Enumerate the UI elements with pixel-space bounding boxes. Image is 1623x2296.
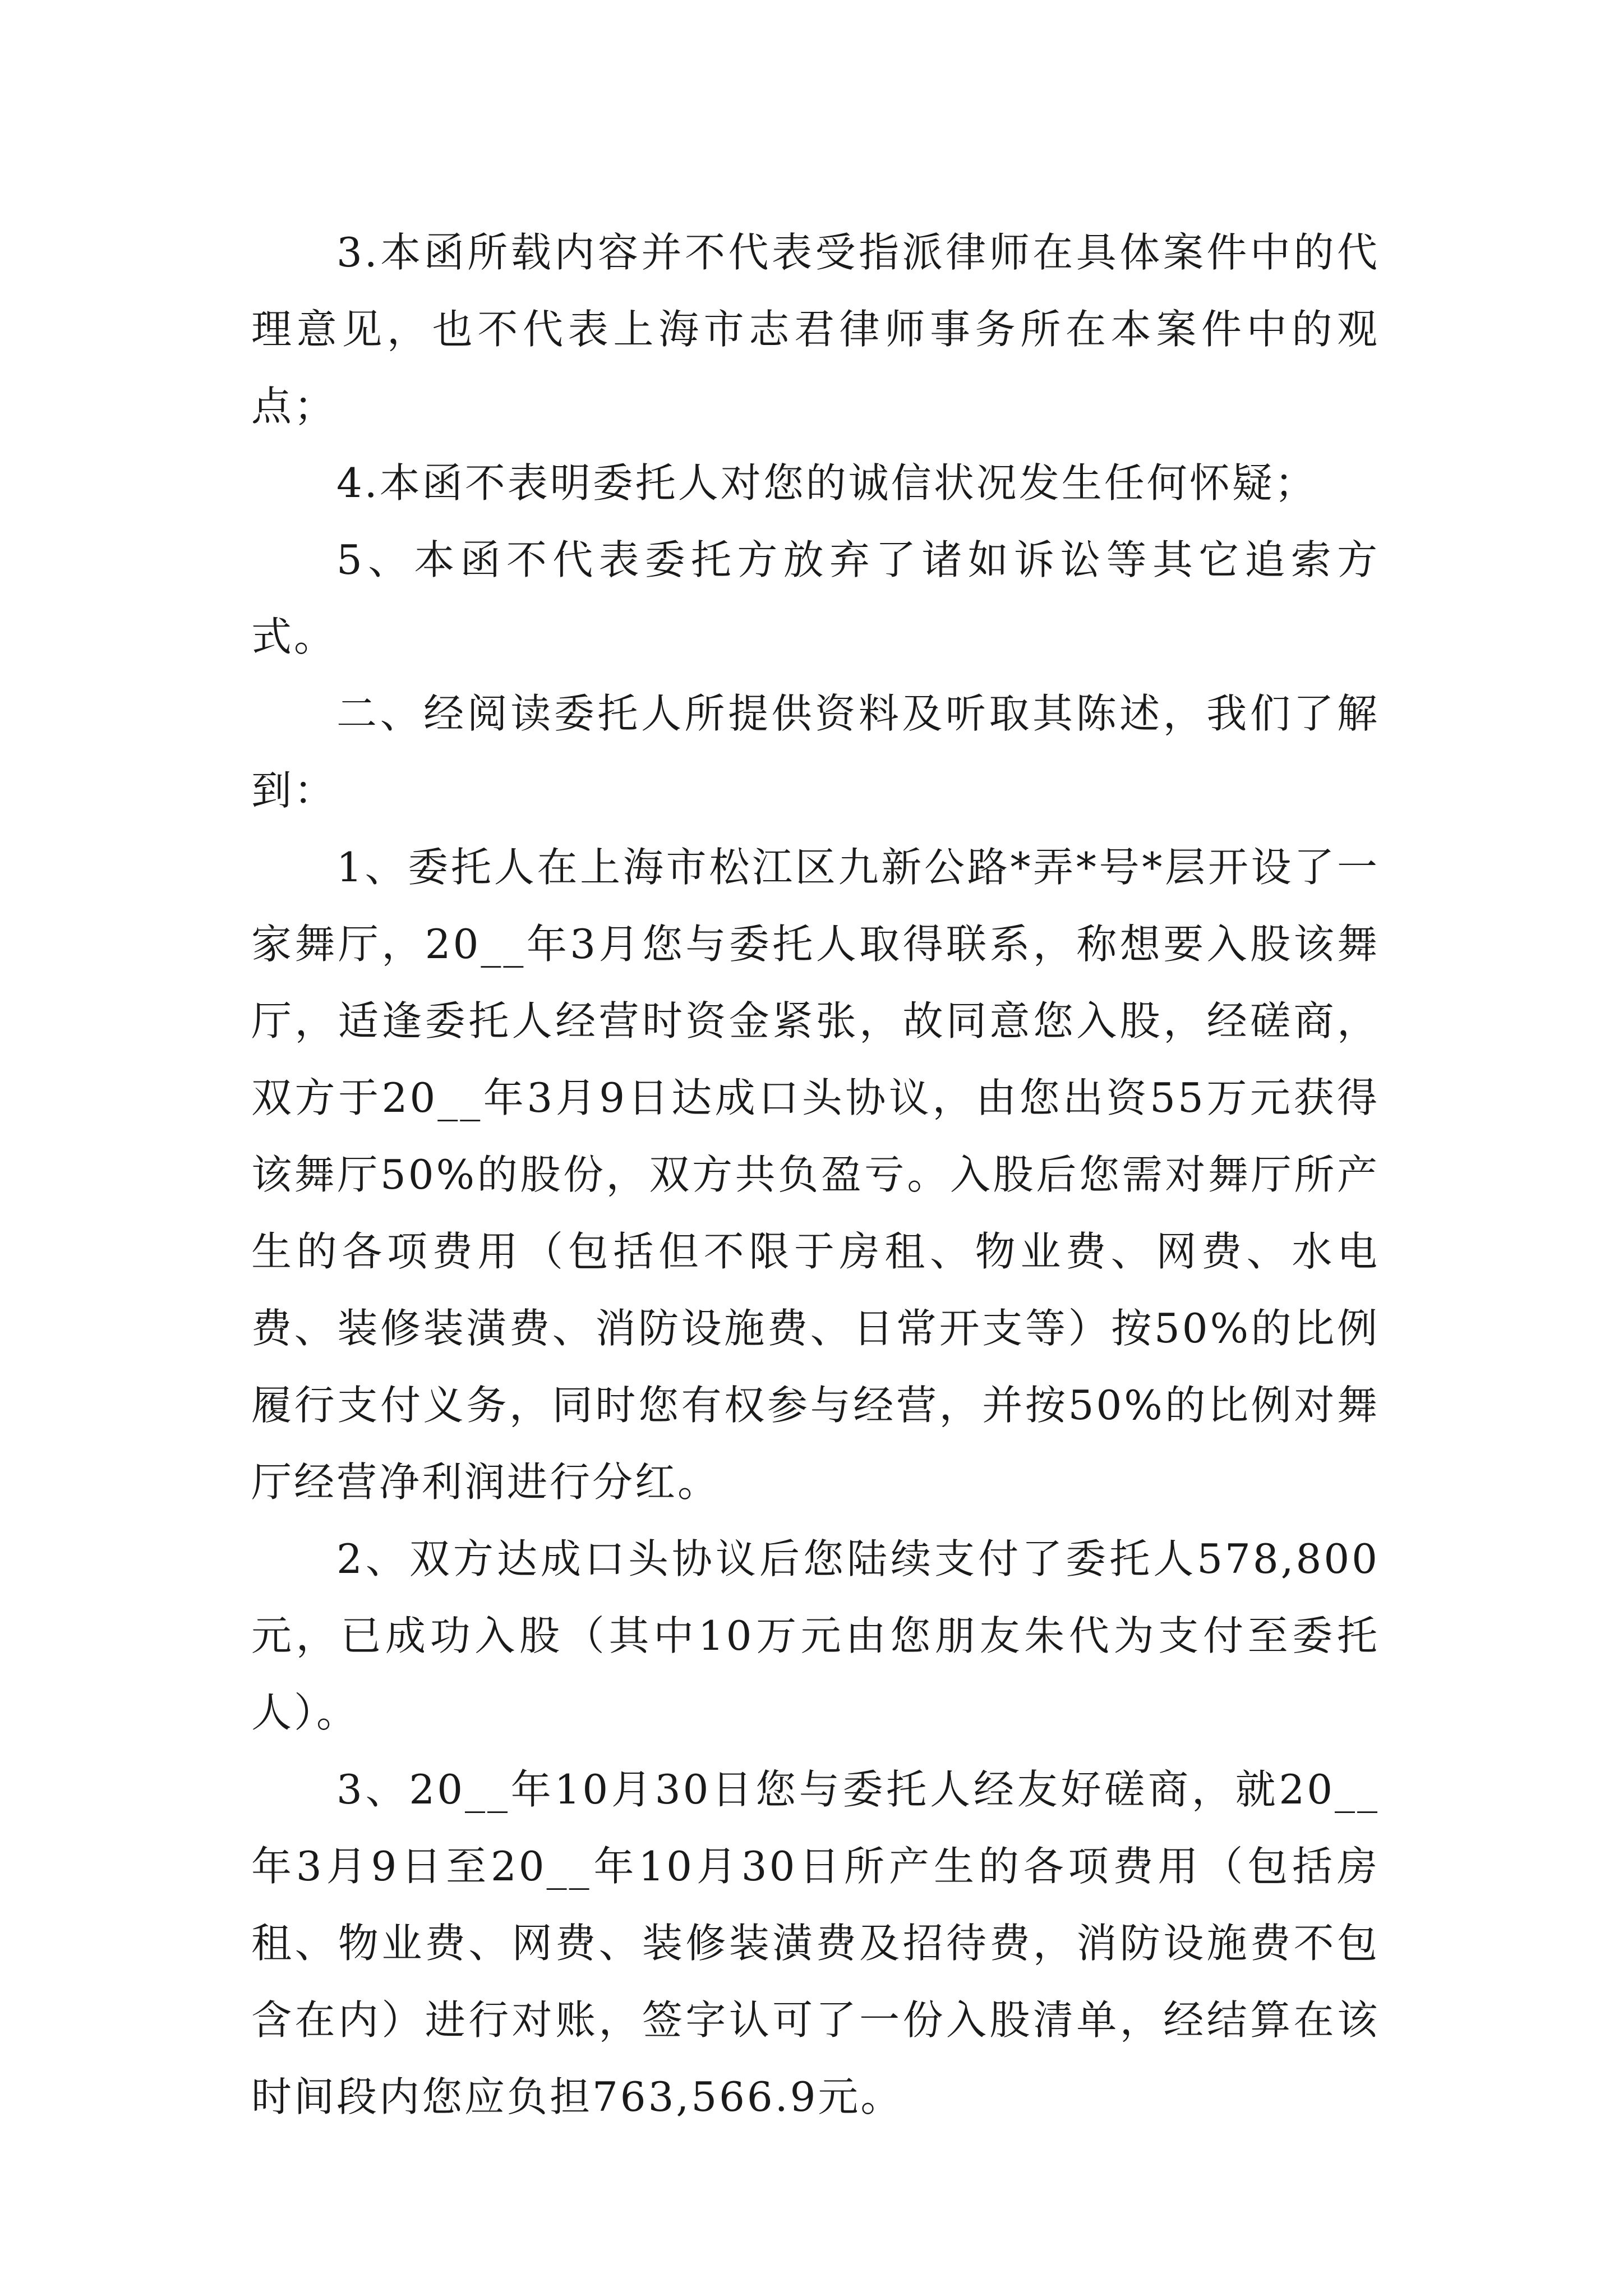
paragraph-disclaimer-4: 4.本函不表明委托人对您的诚信状况发生任何怀疑； [336, 459, 1317, 507]
document-body [251, 214, 1380, 2136]
paragraph-fact-3: 3、20__年10月30日您与委托人经友好磋商，就20__年3月9日至20__年10月30日所产生的各项费用（包括房租、物业费、网费、装修装潢费及招待费，消防设施费不包含在内）进行对账，签字认可了一份入股清单，经结算在该时间段内您应负担763,566.9元。 [251, 1766, 1380, 2120]
section-heading-2: 二、经阅读委托人所提供资料及听取其陈述，我们了解到： [251, 690, 1380, 814]
paragraph-disclaimer-5: 5、本函不代表委托方放弃了诸如诉讼等其它追索方式。 [251, 536, 1380, 660]
paragraph-fact-1: 1、委托人在上海市松江区九新公路*弄*号*层开设了一家舞厅，20__年3月您与委托人取得联系，称想要入股该舞厅，适逢委托人经营时资金紧张，故同意您入股，经磋商，双方于20__年3月9日达成口头协议，由您出资55万元获得该舞厅50%的股份，双方共负盈亏。入股后您需对舞厅所产生的各项费用（包括但不限于房租、物业费、网费、水电费、装修装潢费、消防设施费、日常开支等）按50%的比例履行支付义务，同时您有权参与经营，并按50%的比例对舞厅经营净利润进行分红。 [251, 844, 1380, 1506]
paragraph-fact-2: 2、双方达成口头协议后您陆续支付了委托人578,800元，已成功入股（其中10万元由您朋友朱代为支付至委托人）。 [251, 1535, 1380, 1736]
paragraph-disclaimer-3: 3.本函所载内容并不代表受指派律师在具体案件中的代理意见，也不代表上海市志君律师事务所在本案件中的观点； [251, 229, 1380, 430]
